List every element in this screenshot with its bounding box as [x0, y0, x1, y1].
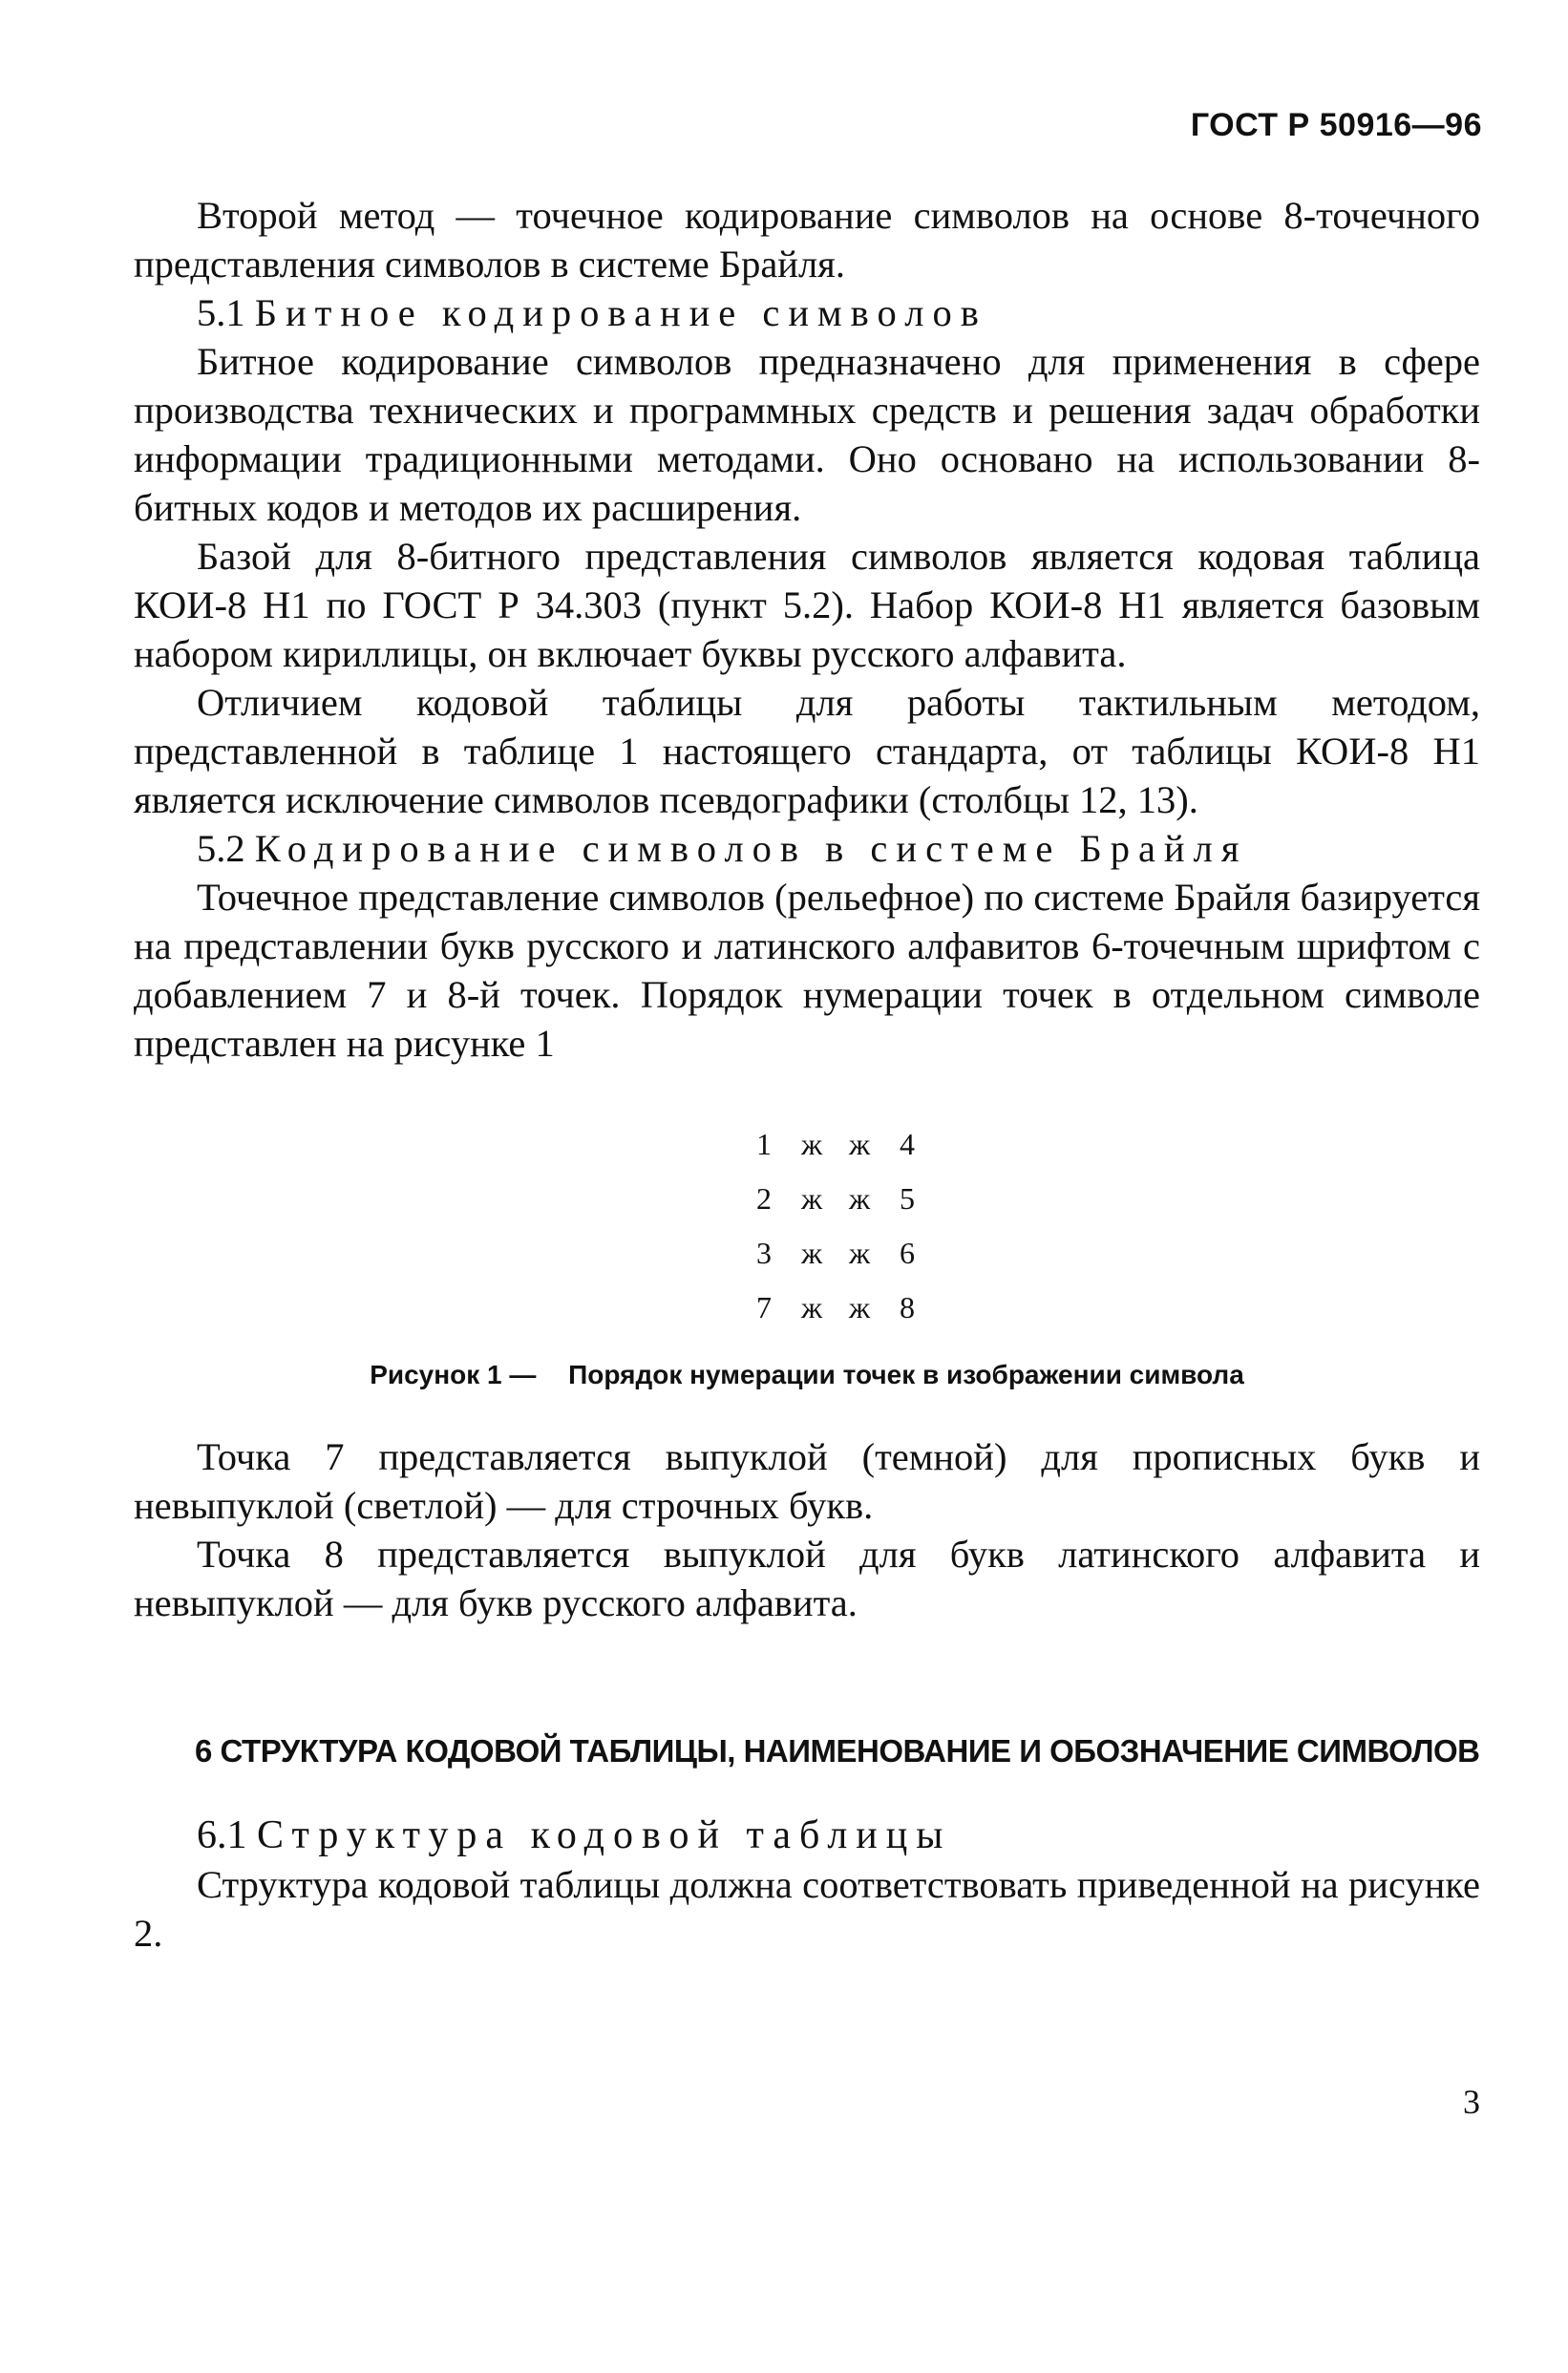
- dot-row-3: [740, 1226, 931, 1281]
- dot-glyph: ж: [800, 1290, 823, 1324]
- figure-1-caption-label: Рисунок 1 —: [370, 1360, 537, 1389]
- paragraph-table-structure: Структура кодовой таблицы должна соответствовать приведенной на рисунке 2.: [134, 1863, 1480, 1955]
- page-body: [134, 191, 1480, 1958]
- paragraph-dot-7: Точка 7 представляется выпуклой (темной) для прописных букв и невыпуклой (светлой) — для строчных букв.: [134, 1435, 1480, 1527]
- subsection-6-1-heading: [134, 1811, 1480, 1860]
- dot-glyph: ж: [848, 1127, 871, 1161]
- dot-glyph: ж: [800, 1127, 823, 1161]
- dot-glyph: ж: [800, 1181, 823, 1216]
- subsection-5-2-number: 5.2: [197, 827, 245, 870]
- dot-number: 7: [756, 1290, 772, 1324]
- figure-1-caption: [370, 1356, 1244, 1394]
- paragraph-bit-coding-difference: Отличием кодовой таблицы для работы тактильным методом, представленной в таблице 1 настоящего стандарта, от таблицы КОИ-8 Н1 является исключение символов псевдографики (столбцы 12, 13).: [134, 681, 1480, 821]
- figure-1-caption-text: Порядок нумерации точек в изображении символа: [568, 1360, 1244, 1389]
- dot-glyph: ж: [800, 1236, 823, 1270]
- dot-number: 2: [756, 1181, 772, 1216]
- subsection-6-1-title: Структура кодовой таблицы: [257, 1813, 952, 1857]
- dot-number: 1: [756, 1127, 772, 1161]
- dot-row-4: [740, 1281, 931, 1335]
- subsection-5-1-title: Битное кодирование символов: [254, 291, 987, 334]
- dot-row-2: [740, 1172, 931, 1226]
- dot-glyph: ж: [848, 1290, 871, 1324]
- paragraph-bit-coding-purpose: Битное кодирование символов предназначено для применения в сфере производства технических и программных средств и решения задач обработки информации традиционными методами. Оно основано на использовании 8-битных кодов и методов их расширения.: [134, 340, 1480, 529]
- paragraph-method-2: Второй метод — точечное кодирование символов на основе 8-точечного представления символов в системе Брайля.: [134, 194, 1480, 286]
- dot-number: 5: [900, 1181, 915, 1216]
- paragraph-dot-8: Точка 8 представляется выпуклой для букв латинского алфавита и невыпуклой — для букв русского алфавита.: [134, 1533, 1480, 1624]
- dot-glyph: ж: [848, 1236, 871, 1270]
- page-number: 3: [1463, 2083, 1480, 2121]
- paragraph-bit-coding-base: Базой для 8-битного представления символов является кодовая таблица КОИ-8 Н1 по ГОСТ Р 34.303 (пункт 5.2). Набор КОИ-8 Н1 является базовым набором кириллицы, он включает буквы русского алфавита.: [134, 535, 1480, 675]
- paragraph-braille-representation: Точечное представление символов (рельефное) по системе Брайля базируется на представлении букв русского и латинского алфавитов 6-точечным шрифтом с добавлением 7 и 8-й точек. Порядок нумерации точек в отдельном символе представлен на рисунке 1: [134, 876, 1480, 1065]
- dot-number: 4: [900, 1127, 915, 1161]
- subsection-5-1-heading: [134, 288, 1480, 337]
- dot-glyph: ж: [848, 1181, 871, 1216]
- figure-1-dot-numbering: [134, 1117, 1480, 1394]
- dot-number: 8: [900, 1290, 915, 1324]
- subsection-6-1-number: 6.1: [197, 1813, 247, 1857]
- dot-row-1: [740, 1117, 931, 1172]
- dot-number: 3: [756, 1236, 772, 1270]
- document-header: ГОСТ Р 50916—96: [1190, 107, 1482, 143]
- subsection-5-2-heading: [134, 824, 1480, 873]
- subsection-5-2-title: Кодирование символов в системе Брайля: [254, 827, 1248, 870]
- subsection-5-1-number: 5.1: [197, 291, 245, 334]
- dot-number: 6: [900, 1236, 915, 1270]
- section-6-heading: 6 СТРУКТУРА КОДОВОЙ ТАБЛИЦЫ, НАИМЕНОВАНИЕ И ОБОЗНАЧЕНИЕ СИМВОЛОВ: [195, 1733, 1480, 1769]
